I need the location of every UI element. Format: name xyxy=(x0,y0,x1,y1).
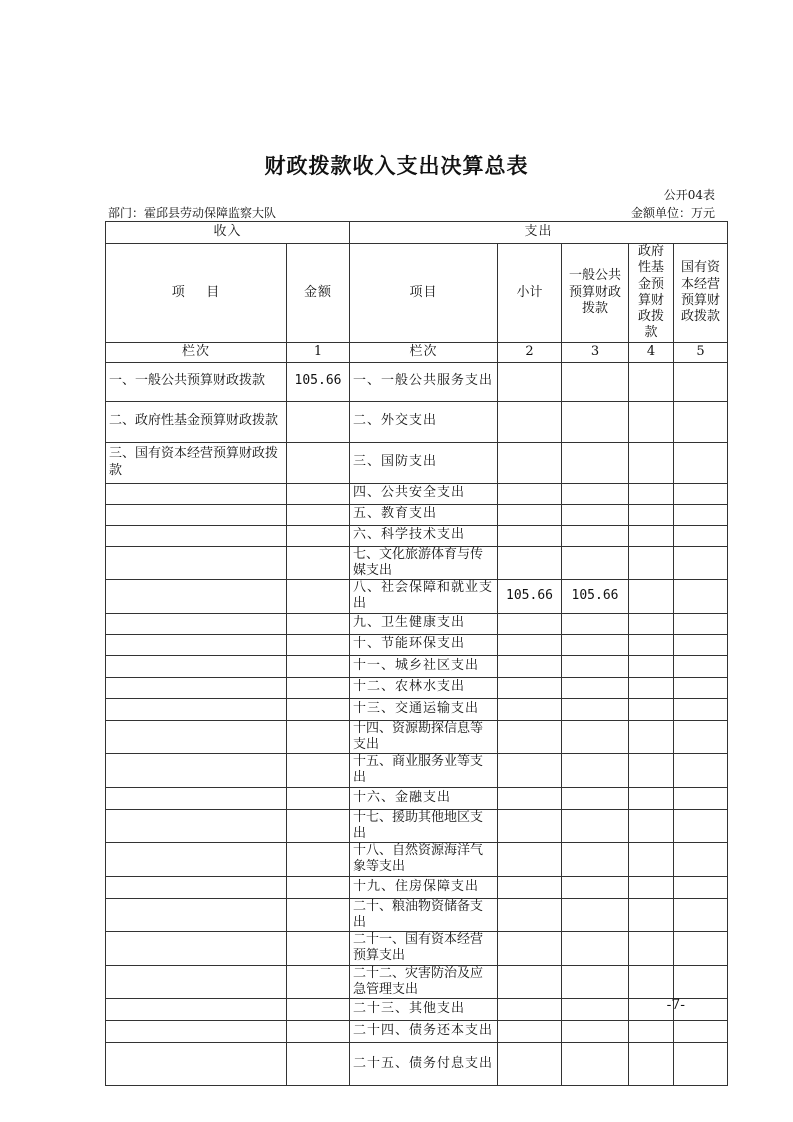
capital-budget-cell xyxy=(674,1043,728,1086)
capital-budget-cell xyxy=(674,754,728,788)
expense-item-cell: 九、卫生健康支出 xyxy=(350,613,498,634)
income-amount-cell xyxy=(287,843,350,877)
department-label: 部门：霍邱县劳动保障监察大队 xyxy=(108,206,277,220)
table-row xyxy=(106,613,728,634)
income-amount-cell xyxy=(287,698,350,720)
subtotal-cell xyxy=(498,655,562,677)
column-number-row xyxy=(106,342,728,362)
capital-budget-cell xyxy=(674,677,728,698)
income-item-cell xyxy=(106,720,287,754)
income-item-cell xyxy=(106,483,287,504)
general-budget-cell xyxy=(562,898,629,932)
fund-budget-cell xyxy=(629,613,674,634)
page-title: 财政拨款收入支出决算总表 xyxy=(264,154,529,178)
expense-item-cell: 四、公共安全支出 xyxy=(350,483,498,504)
subtotal-cell xyxy=(498,677,562,698)
capital-budget-cell xyxy=(674,580,728,614)
capital-budget-cell xyxy=(674,362,728,401)
page-number: -7- xyxy=(666,997,685,1013)
fund-budget-cell xyxy=(629,698,674,720)
income-amount-cell xyxy=(287,613,350,634)
general-budget-cell xyxy=(562,504,629,525)
expense-item-cell: 二十五、债务付息支出 xyxy=(350,1043,498,1086)
expense-item-cell: 一、一般公共服务支出 xyxy=(350,362,498,401)
capital-budget-cell xyxy=(674,843,728,877)
subtotal-cell xyxy=(498,525,562,546)
expense-item-cell: 二十一、国有资本经营预算支出 xyxy=(350,932,498,966)
expense-item-cell: 二十二、灾害防治及应急管理支出 xyxy=(350,965,498,999)
table-row xyxy=(106,698,728,720)
expense-item-cell: 十五、商业服务业等支出 xyxy=(350,754,498,788)
subtotal-cell xyxy=(498,809,562,843)
table-body xyxy=(106,222,728,1086)
income-amount-cell xyxy=(287,809,350,843)
income-amount-cell xyxy=(287,932,350,966)
income-item-cell xyxy=(106,525,287,546)
capital-budget-cell xyxy=(674,483,728,504)
table-row xyxy=(106,1043,728,1086)
table-row xyxy=(106,843,728,877)
general-budget-cell xyxy=(562,525,629,546)
subtotal-cell: 105.66 xyxy=(498,580,562,614)
general-budget-cell xyxy=(562,720,629,754)
fund-budget-cell xyxy=(629,754,674,788)
subtotal-cell xyxy=(498,362,562,401)
table-row xyxy=(106,932,728,966)
subtotal-cell xyxy=(498,634,562,655)
table-row xyxy=(106,442,728,483)
income-amount-cell xyxy=(287,898,350,932)
income-item-cell xyxy=(106,698,287,720)
table-row xyxy=(106,483,728,504)
capital-budget-cell xyxy=(674,613,728,634)
general-budget-cell xyxy=(562,1043,629,1086)
expense-item-cell: 十三、交通运输支出 xyxy=(350,698,498,720)
income-header: 收入 xyxy=(106,222,350,244)
subtotal-header: 小计 xyxy=(498,244,562,343)
expense-item-cell: 三、国防支出 xyxy=(350,442,498,483)
expense-item-cell: 六、科学技术支出 xyxy=(350,525,498,546)
capital-budget-cell xyxy=(674,504,728,525)
general-budget-cell xyxy=(562,809,629,843)
capital-budget-cell xyxy=(674,876,728,898)
general-budget-cell xyxy=(562,843,629,877)
fund-budget-header: 政府性基金预算财政拨款 xyxy=(629,244,674,343)
fund-budget-cell xyxy=(629,504,674,525)
general-budget-cell xyxy=(562,787,629,809)
income-item-cell xyxy=(106,754,287,788)
income-amount-cell xyxy=(287,677,350,698)
header-row-columns xyxy=(106,244,728,343)
general-budget-cell xyxy=(562,999,629,1021)
table-row xyxy=(106,1021,728,1043)
col-label-expense: 栏次 xyxy=(350,342,498,362)
general-budget-cell xyxy=(562,483,629,504)
capital-budget-cell xyxy=(674,1021,728,1043)
subtotal-cell xyxy=(498,754,562,788)
subtotal-cell xyxy=(498,698,562,720)
header-row-top xyxy=(106,222,728,244)
expense-item-cell: 十六、金融支出 xyxy=(350,787,498,809)
table-row xyxy=(106,655,728,677)
income-amount-cell xyxy=(287,504,350,525)
fund-budget-cell xyxy=(629,362,674,401)
subtotal-cell xyxy=(498,613,562,634)
subtotal-cell xyxy=(498,898,562,932)
subtotal-cell xyxy=(498,1043,562,1086)
capital-budget-cell xyxy=(674,546,728,580)
subtotal-cell xyxy=(498,999,562,1021)
income-amount-cell xyxy=(287,754,350,788)
fund-budget-cell xyxy=(629,720,674,754)
income-item-cell xyxy=(106,965,287,999)
table-row xyxy=(106,525,728,546)
income-amount-cell xyxy=(287,546,350,580)
subtotal-cell xyxy=(498,932,562,966)
expense-item-cell: 十二、农林水支出 xyxy=(350,677,498,698)
income-item-cell xyxy=(106,546,287,580)
fund-budget-cell xyxy=(629,843,674,877)
fund-budget-cell xyxy=(629,634,674,655)
fund-budget-cell xyxy=(629,787,674,809)
expense-header: 支出 xyxy=(350,222,728,244)
fund-budget-cell xyxy=(629,932,674,966)
col-number-5: 5 xyxy=(674,342,728,362)
table-row xyxy=(106,787,728,809)
general-budget-cell xyxy=(562,613,629,634)
table-row xyxy=(106,876,728,898)
table-row xyxy=(106,898,728,932)
capital-budget-cell xyxy=(674,698,728,720)
subtotal-cell xyxy=(498,442,562,483)
income-item-cell xyxy=(106,898,287,932)
fund-budget-cell xyxy=(629,546,674,580)
general-budget-cell: 105.66 xyxy=(562,580,629,614)
expense-item-cell: 十四、资源勘探信息等支出 xyxy=(350,720,498,754)
fund-budget-cell xyxy=(629,442,674,483)
income-amount-cell xyxy=(287,1021,350,1043)
fund-budget-cell xyxy=(629,809,674,843)
income-amount-cell xyxy=(287,634,350,655)
income-item-cell xyxy=(106,580,287,614)
income-item-cell xyxy=(106,1021,287,1043)
income-item-header: 项 目 xyxy=(106,244,287,343)
general-budget-cell xyxy=(562,1021,629,1043)
general-budget-cell xyxy=(562,932,629,966)
capital-budget-cell xyxy=(674,720,728,754)
expense-item-cell: 十七、援助其他地区支出 xyxy=(350,809,498,843)
subtotal-cell xyxy=(498,504,562,525)
income-amount-cell xyxy=(287,876,350,898)
income-item-cell xyxy=(106,613,287,634)
income-amount-cell xyxy=(287,1043,350,1086)
form-number: 公开04表 xyxy=(663,188,715,202)
expense-item-header: 项目 xyxy=(350,244,498,343)
table-row xyxy=(106,677,728,698)
income-amount-cell xyxy=(287,965,350,999)
table-row xyxy=(106,999,728,1021)
fund-budget-cell xyxy=(629,965,674,999)
expense-item-cell: 十一、城乡社区支出 xyxy=(350,655,498,677)
fund-budget-cell xyxy=(629,401,674,442)
income-item-cell: 二、政府性基金预算财政拨款 xyxy=(106,401,287,442)
table-row xyxy=(106,809,728,843)
table-row xyxy=(106,754,728,788)
income-item-cell: 一、一般公共预算财政拨款 xyxy=(106,362,287,401)
subtotal-cell xyxy=(498,401,562,442)
general-budget-cell xyxy=(562,698,629,720)
income-item-cell xyxy=(106,843,287,877)
capital-budget-cell xyxy=(674,809,728,843)
income-item-cell xyxy=(106,787,287,809)
table-row xyxy=(106,504,728,525)
subtotal-cell xyxy=(498,720,562,754)
budget-table xyxy=(105,221,728,1086)
expense-item-cell: 二十四、债务还本支出 xyxy=(350,1021,498,1043)
general-budget-cell xyxy=(562,442,629,483)
income-item-cell: 三、国有资本经营预算财政拨款 xyxy=(106,442,287,483)
table-row xyxy=(106,965,728,999)
income-item-cell xyxy=(106,677,287,698)
subtotal-cell xyxy=(498,876,562,898)
income-amount-cell xyxy=(287,483,350,504)
income-item-cell xyxy=(106,876,287,898)
income-amount-cell xyxy=(287,655,350,677)
general-budget-cell xyxy=(562,965,629,999)
fund-budget-cell xyxy=(629,898,674,932)
fund-budget-cell xyxy=(629,1043,674,1086)
income-item-cell xyxy=(106,504,287,525)
income-item-cell xyxy=(106,634,287,655)
general-budget-cell xyxy=(562,634,629,655)
col-number-2: 2 xyxy=(498,342,562,362)
income-item-cell xyxy=(106,655,287,677)
col-number-3: 3 xyxy=(562,342,629,362)
subtotal-cell xyxy=(498,843,562,877)
capital-budget-cell xyxy=(674,634,728,655)
expense-item-cell: 二十、粮油物资储备支出 xyxy=(350,898,498,932)
general-budget-cell xyxy=(562,655,629,677)
expense-item-cell: 七、文化旅游体育与传媒支出 xyxy=(350,546,498,580)
income-item-cell xyxy=(106,932,287,966)
amount-header: 金额 xyxy=(287,244,350,343)
income-amount-cell xyxy=(287,401,350,442)
expense-item-cell: 十九、住房保障支出 xyxy=(350,876,498,898)
col-number-4: 4 xyxy=(629,342,674,362)
expense-item-cell: 十八、自然资源海洋气象等支出 xyxy=(350,843,498,877)
col-number-1: 1 xyxy=(287,342,350,362)
fund-budget-cell xyxy=(629,677,674,698)
income-amount-cell: 105.66 xyxy=(287,362,350,401)
fund-budget-cell xyxy=(629,655,674,677)
general-budget-cell xyxy=(562,546,629,580)
general-budget-cell xyxy=(562,401,629,442)
subtotal-cell xyxy=(498,965,562,999)
fund-budget-cell xyxy=(629,580,674,614)
table-row xyxy=(106,720,728,754)
subtotal-cell xyxy=(498,483,562,504)
fund-budget-cell xyxy=(629,1021,674,1043)
income-amount-cell xyxy=(287,580,350,614)
income-amount-cell xyxy=(287,999,350,1021)
table-row xyxy=(106,401,728,442)
fund-budget-cell xyxy=(629,525,674,546)
expense-item-cell: 十、节能环保支出 xyxy=(350,634,498,655)
capital-budget-cell xyxy=(674,401,728,442)
income-item-cell xyxy=(106,999,287,1021)
capital-budget-cell xyxy=(674,442,728,483)
table-row xyxy=(106,546,728,580)
col-label-income: 栏次 xyxy=(106,342,287,362)
general-budget-cell xyxy=(562,677,629,698)
income-amount-cell xyxy=(287,442,350,483)
capital-budget-header: 国有资本经营预算财政拨款 xyxy=(674,244,728,343)
expense-item-cell: 二十三、其他支出 xyxy=(350,999,498,1021)
income-amount-cell xyxy=(287,720,350,754)
table-row xyxy=(106,580,728,614)
capital-budget-cell xyxy=(674,787,728,809)
amount-unit-label: 金额单位：万元 xyxy=(630,206,715,220)
table-row xyxy=(106,634,728,655)
capital-budget-cell xyxy=(674,898,728,932)
capital-budget-cell xyxy=(674,932,728,966)
expense-item-cell: 五、教育支出 xyxy=(350,504,498,525)
capital-budget-cell xyxy=(674,655,728,677)
income-item-cell xyxy=(106,809,287,843)
subtotal-cell xyxy=(498,1021,562,1043)
fund-budget-cell xyxy=(629,483,674,504)
subtotal-cell xyxy=(498,546,562,580)
general-budget-cell xyxy=(562,754,629,788)
capital-budget-cell xyxy=(674,525,728,546)
income-item-cell xyxy=(106,1043,287,1086)
subtotal-cell xyxy=(498,787,562,809)
expense-item-cell: 八、社会保障和就业支出 xyxy=(350,580,498,614)
general-budget-cell xyxy=(562,362,629,401)
general-budget-cell xyxy=(562,876,629,898)
table-row xyxy=(106,362,728,401)
expense-item-cell: 二、外交支出 xyxy=(350,401,498,442)
general-budget-header: 一般公共预算财政拨款 xyxy=(562,244,629,343)
income-amount-cell xyxy=(287,787,350,809)
income-amount-cell xyxy=(287,525,350,546)
capital-budget-cell xyxy=(674,965,728,999)
fund-budget-cell xyxy=(629,876,674,898)
